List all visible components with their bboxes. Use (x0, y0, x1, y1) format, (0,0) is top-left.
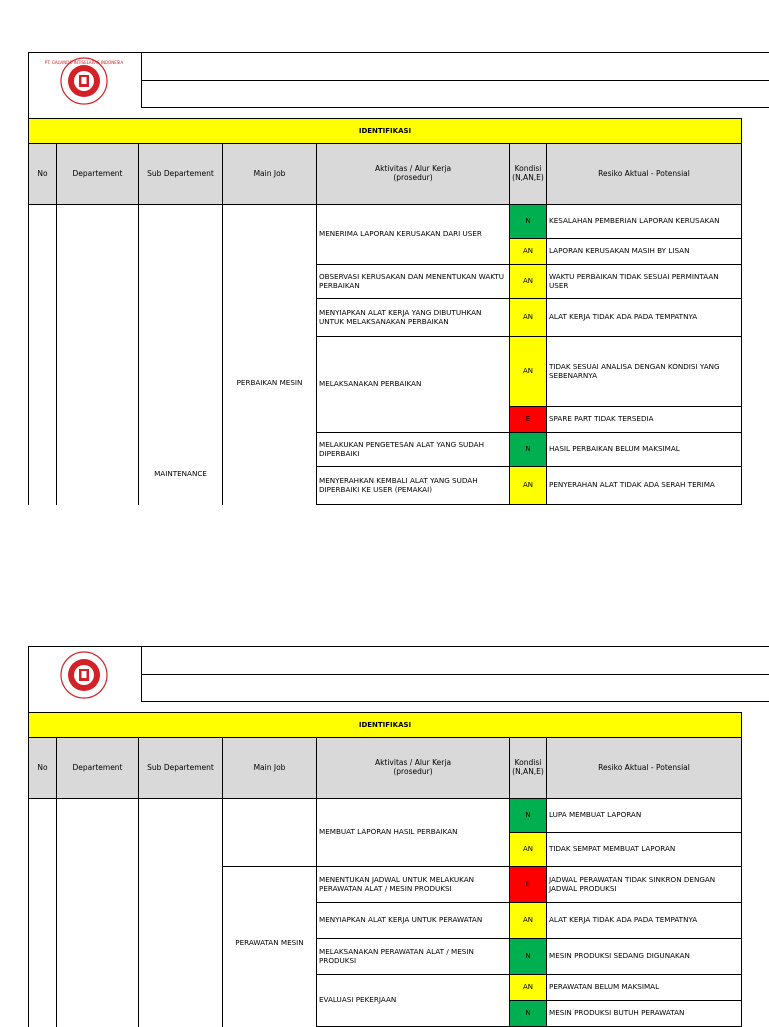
document-header (28, 52, 769, 119)
activity-cell: MELAKSANAKAN PERBAIKAN (317, 337, 510, 433)
risk-cell: TIDAK SESUAI ANALISA DENGAN KONDISI YANG SEBENARNYA (547, 337, 742, 407)
col-aktivitas-line1: Aktivitas / Alur Kerja (374, 758, 452, 768)
logo-cell (29, 647, 142, 701)
no-cell (29, 205, 57, 505)
kondisi-cell: AN (510, 265, 547, 299)
activity-cell: MENENTUKAN JADWAL UNTUK MELAKUKAN PERAWATAN ALAT / MESIN PRODUKSI (317, 867, 510, 903)
kondisi-cell: N (510, 205, 547, 239)
col-kondisi (510, 144, 547, 205)
kondisi-cell: N (510, 433, 547, 467)
activity-cell: MENYERAHKAN KEMBALI ALAT YANG SUDAH DIPERBAIKI KE USER (PEMAKAI) (317, 467, 510, 505)
kondisi-cell: E (510, 407, 547, 433)
risk-cell: PERAWATAN BELUM MAKSIMAL (547, 975, 742, 1001)
activity-cell: OBSERVASI KERUSAKAN DAN MENENTUKAN WAKTU PERBAIKAN (317, 265, 510, 299)
risk-cell: HASIL PERBAIKAN BELUM MAKSIMAL (547, 433, 742, 467)
risk-cell: PENYERAHAN ALAT TIDAK ADA SERAH TERIMA (547, 467, 742, 505)
risk-cell: ALAT KERJA TIDAK ADA PADA TEMPATNYA (547, 903, 742, 939)
col-no: No (29, 738, 57, 799)
identification-table (28, 118, 742, 505)
main-job-cell: PERAWATAN MESIN (223, 867, 317, 1027)
col-aktivitas (317, 738, 510, 799)
risk-cell: MESIN PRODUKSI BUTUH PERAWATAN (547, 1001, 742, 1027)
kondisi-cell: N (510, 799, 547, 833)
activity-cell: EVALUASI PEKERJAAN (317, 975, 510, 1027)
col-aktivitas-line2: (prosedur) (393, 173, 433, 182)
activity-cell: MENYIAPKAN ALAT KERJA UNTUK PERAWATAN (317, 903, 510, 939)
col-main-job: Main Job (223, 144, 317, 205)
risk-cell: KESALAHAN PEMBERIAN LAPORAN KERUSAKAN (547, 205, 742, 239)
risk-cell: MESIN PRODUKSI SEDANG DIGUNAKAN (547, 939, 742, 975)
risk-cell: LAPORAN KERUSAKAN MASIH BY LISAN (547, 239, 742, 265)
identifikasi-header: IDENTIFIKASI (29, 119, 742, 144)
document-header (28, 646, 769, 713)
col-main-job: Main Job (223, 738, 317, 799)
identifikasi-header: IDENTIFIKASI (29, 713, 742, 738)
kondisi-cell: AN (510, 975, 547, 1001)
document-page-1 (0, 0, 768, 506)
col-aktivitas-line1: Aktivitas / Alur Kerja (374, 164, 452, 174)
kondisi-cell: AN (510, 833, 547, 867)
main-job-cell (223, 799, 317, 867)
col-departement: Departement (57, 738, 139, 799)
no-cell (29, 799, 57, 1027)
identification-table (28, 712, 742, 1027)
kondisi-cell: AN (510, 337, 547, 407)
col-kondisi-line2: (N,AN,E) (512, 767, 544, 776)
company-logo-icon (44, 56, 124, 106)
kondisi-cell: AN (510, 299, 547, 337)
kondisi-cell: N (510, 1001, 547, 1027)
sub-departement-cell: MAINTENANCE (139, 205, 223, 505)
logo-cell (29, 53, 142, 107)
kondisi-cell: AN (510, 239, 547, 265)
sub-departement-cell (139, 799, 223, 1027)
kondisi-cell: AN (510, 467, 547, 505)
col-resiko: Resiko Aktual - Potensial (547, 144, 742, 205)
col-kondisi-line1: Kondisi (514, 164, 542, 174)
activity-cell: MEMBUAT LAPORAN HASIL PERBAIKAN (317, 799, 510, 867)
risk-cell: ALAT KERJA TIDAK ADA PADA TEMPATNYA (547, 299, 742, 337)
departement-cell (57, 205, 139, 505)
activity-cell: MENERIMA LAPORAN KERUSAKAN DARI USER (317, 205, 510, 265)
col-kondisi-line1: Kondisi (514, 758, 542, 768)
activity-cell: MELAKSANAKAN PERAWATAN ALAT / MESIN PRODUKSI (317, 939, 510, 975)
col-kondisi (510, 738, 547, 799)
col-resiko: Resiko Aktual - Potensial (547, 738, 742, 799)
risk-cell: SPARE PART TIDAK TERSEDIA (547, 407, 742, 433)
col-sub-departement: Sub Departement (139, 144, 223, 205)
risk-cell: WAKTU PERBAIKAN TIDAK SESUAI PERMINTAAN USER (547, 265, 742, 299)
col-kondisi-line2: (N,AN,E) (512, 173, 544, 182)
kondisi-cell: AN (510, 903, 547, 939)
risk-cell: JADWAL PERAWATAN TIDAK SINKRON DENGAN JADWAL PRODUKSI (547, 867, 742, 903)
kondisi-cell: E (510, 867, 547, 903)
col-no: No (29, 144, 57, 205)
col-aktivitas-line2: (prosedur) (393, 767, 433, 776)
departement-cell (57, 799, 139, 1027)
risk-cell: LUPA MEMBUAT LAPORAN (547, 799, 742, 833)
kondisi-cell: N (510, 939, 547, 975)
activity-cell: MELAKUKAN PENGETESAN ALAT YANG SUDAH DIPERBAIKI (317, 433, 510, 467)
document-page-2 (0, 645, 768, 1024)
col-aktivitas (317, 144, 510, 205)
col-sub-departement: Sub Departement (139, 738, 223, 799)
col-departement: Departement (57, 144, 139, 205)
activity-cell: MENYIAPKAN ALAT KERJA YANG DIBUTUHKAN UNTUK MELAKSANAKAN PERBAIKAN (317, 299, 510, 337)
risk-cell: TIDAK SEMPAT MEMBUAT LAPORAN (547, 833, 742, 867)
main-job-cell: PERBAIKAN MESIN (223, 205, 317, 505)
logo-ring-text: PT. GALVINDO INTISELARAS INDONESIA (44, 60, 124, 65)
company-logo-icon (59, 650, 109, 700)
